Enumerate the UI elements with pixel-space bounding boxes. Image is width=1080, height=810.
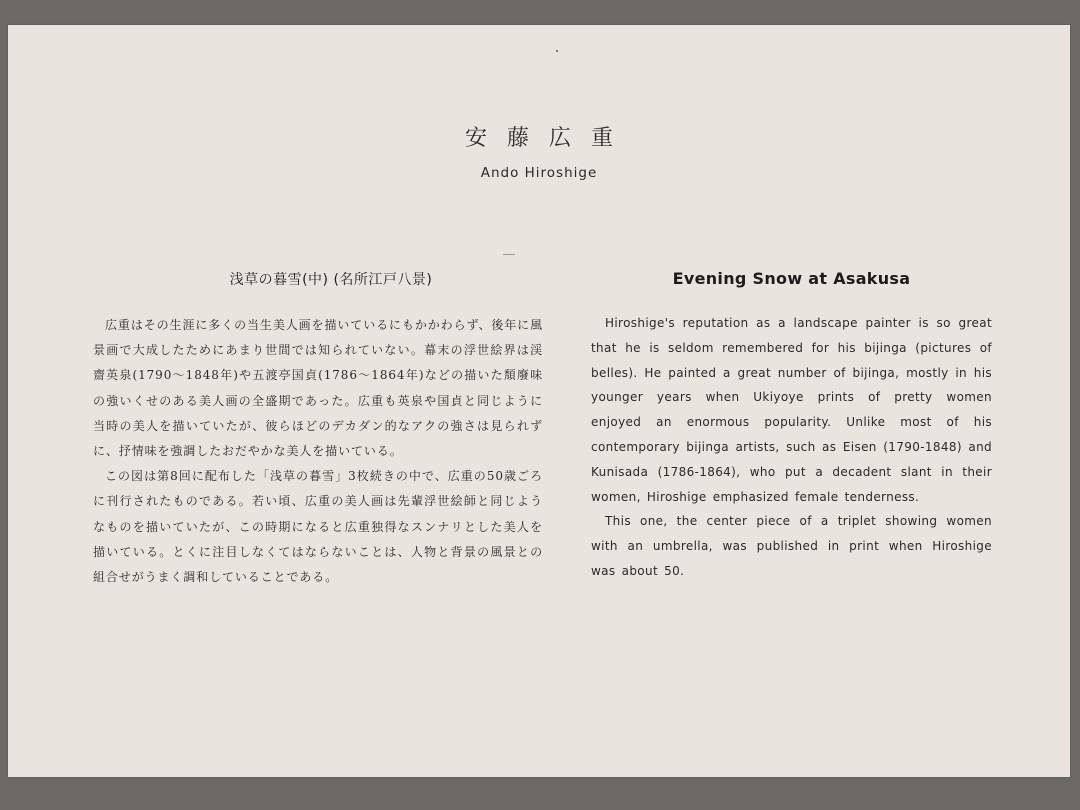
- english-artist-name: Ando Hiroshige: [480, 165, 598, 181]
- printed-dot: [556, 50, 558, 52]
- japanese-print-title: 浅草の暮雪(中) (名所江戸八景): [229, 272, 433, 288]
- description-sheet: [8, 25, 1070, 777]
- english-paragraph-1: Hiroshige's reputation as a landscape painter is so great that he is seldom remembered for his bijinga (pictures of belles). He painted a great number of bijinga, mostly in his younger years when Ukiyoye prints of pretty women enjoyed an enormous popularity. Unlike most of his contemporary bijinga artists, such as Eisen (1790-1848) and Kunisada (1786-1864), who put a decadent slant in their women, Hiroshige emphasized female tenderness.: [591, 316, 992, 504]
- english-column: [591, 269, 992, 584]
- japanese-column: [93, 269, 543, 590]
- japanese-paragraph-2: この図は第8回に配布した「浅草の暮雪」3枚続きの中で、広重の50歳ごろに刊行されたものである。若い頃、広重の美人画は先輩浮世絵師と同じようなものを描いていたが、この時期になると広重独得なスンナリとした美人を描いている。とくに注目しなくてはならないことは、人物と背景の風景との組合せがうまく調和していることである。: [93, 469, 543, 585]
- japanese-paragraph-1: 広重はその生涯に多くの当生美人画を描いているにもかかわらず、後年に風景画で大成したためにあまり世間では知られていない。幕末の浮世絵界は渓齋英泉(1790～1848年)や五渡亭国貞(1786～1864年)などの描いた頽廢味の強いくせのある美人画の全盛期であった。広重も英泉や国貞と同じように当時の美人を描いていたが、彼らほどのデカダン的なアクの強さは見られずに、抒情味を強調したおだやかな美人を描いている。: [93, 318, 543, 459]
- japanese-artist-name: 安藤広重: [464, 126, 633, 151]
- english-print-title: Evening Snow at Asakusa: [672, 269, 911, 288]
- divider-dash: [503, 254, 515, 255]
- english-paragraph-2: This one, the center piece of a triplet showing women with an umbrella, was published in print when Hiroshige was about 50.: [591, 514, 992, 578]
